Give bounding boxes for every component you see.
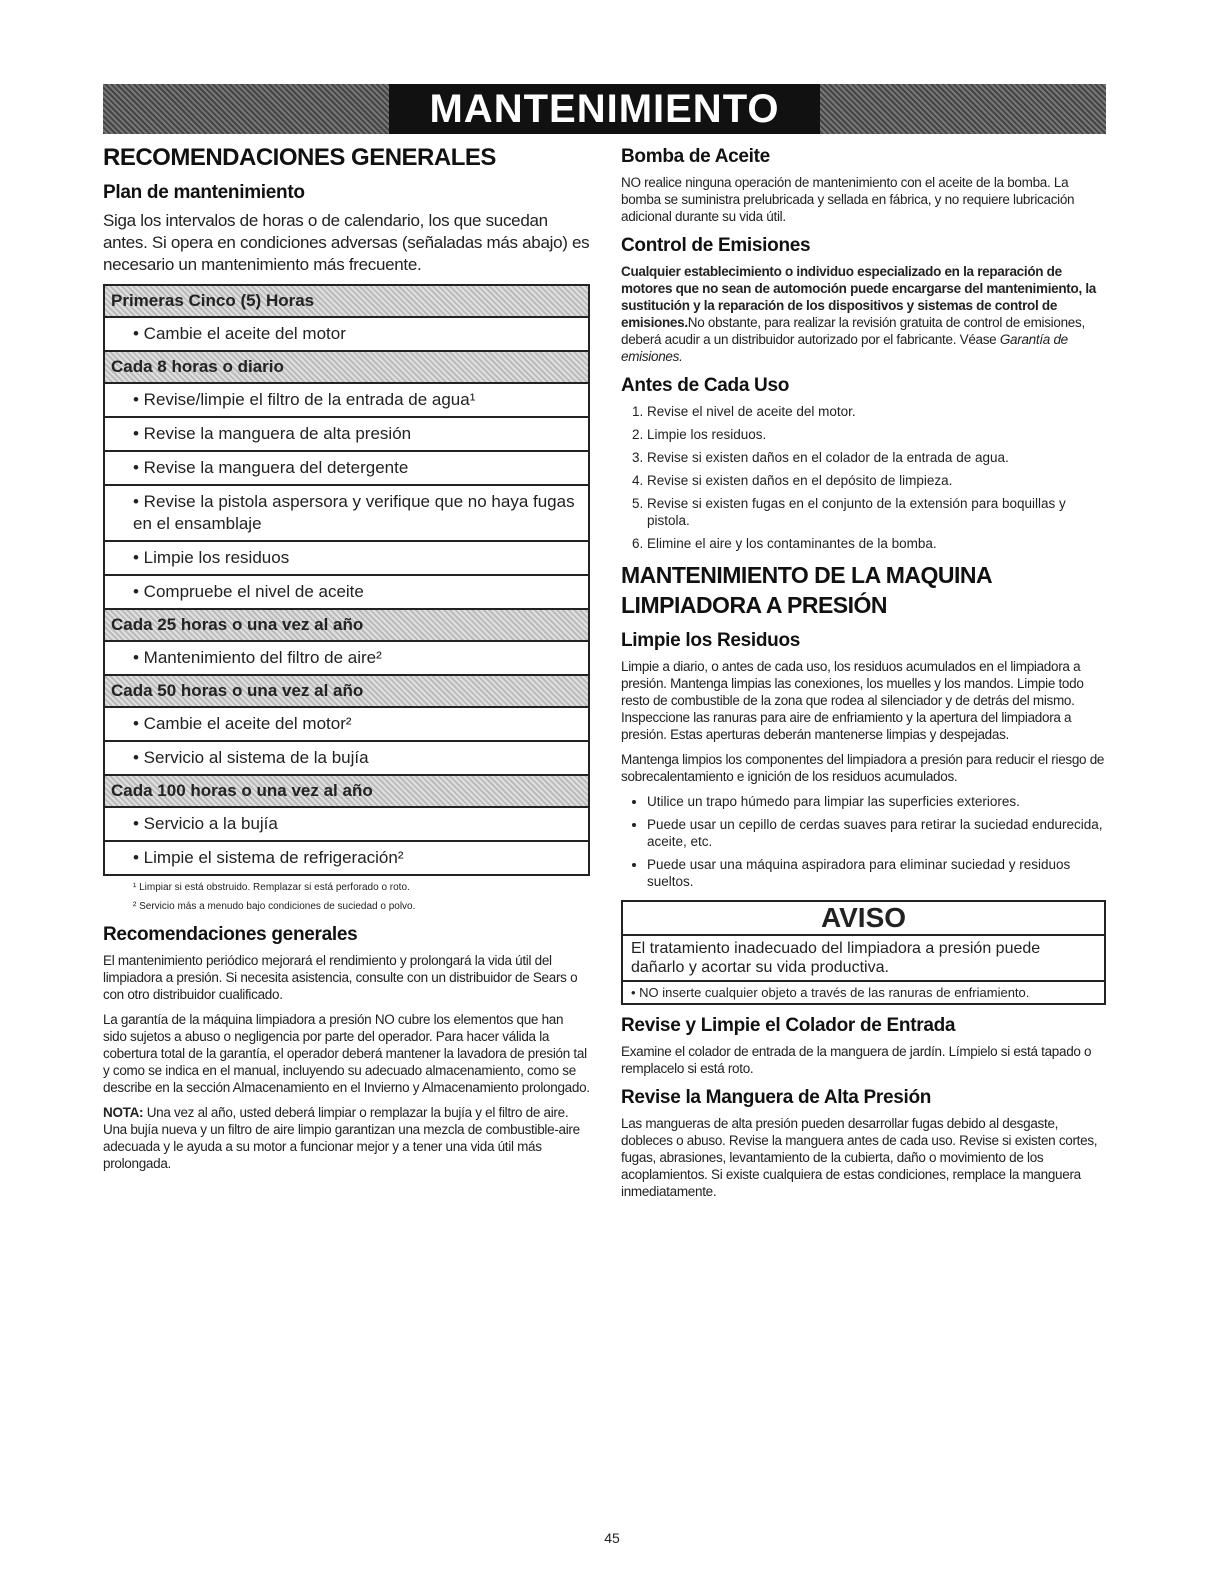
nota-text: Una vez al año, usted deberá limpiar o remplazar la bujía y el filtro de aire. Una bujía nueva y un filtro de aire limpio garantizan una mezcla de combustible-aire adecuada y le ayuda a su motor a funcionar mejor y a tener una vida útil más prolongada.: [103, 1105, 580, 1171]
schedule-task: • Limpie los residuos: [104, 541, 589, 575]
footnote-2: ² Servicio más a menudo bajo condiciones de suciedad o polvo.: [133, 901, 416, 912]
emisiones-ref: Garantía de emisiones.: [621, 332, 1068, 364]
notice-box: [621, 900, 1106, 1005]
notice-bullet: • NO inserte cualquier objeto a través de las ranuras de enfriamiento.: [631, 985, 1030, 1000]
heading-bomba: Bomba de Aceite: [621, 146, 770, 167]
schedule-task: • Revise la manguera del detergente: [104, 451, 589, 485]
schedule-task: • Cambie el aceite del motor: [104, 317, 589, 351]
right-column: [621, 140, 1106, 1208]
schedule-task: • Cambie el aceite del motor²: [104, 707, 589, 741]
residuos-item: • Puede usar un cepillo de cerdas suaves para retirar la suciedad endurecida, aceite, etc.: [647, 816, 1106, 850]
residuos-item: • Utilice un trapo húmedo para limpiar las superficies exteriores.: [647, 793, 1106, 810]
heading-colador: Revise y Limpie el Colador de Entrada: [621, 1015, 956, 1036]
residuos-item: • Puede usar una máquina aspiradora para eliminar suciedad y residuos sueltos.: [647, 856, 1106, 890]
schedule-task: • Servicio a la bujía: [104, 807, 589, 841]
plan-text: Siga los intervalos de horas o de calendario, los que sucedan antes. Si opera en condiciones adversas (señaladas más abajo) es necesario un mantenimiento más frecuente.: [103, 211, 590, 274]
schedule-task: • Servicio al sistema de la bujía: [104, 741, 589, 775]
heading-plan: Plan de mantenimiento: [103, 182, 305, 203]
antes-item: 6. Elimine el aire y los contaminantes de la bomba.: [647, 535, 1106, 552]
notice-message: El tratamiento inadecuado del limpiadora a presión puede dañarlo y acortar su vida productiva.: [623, 936, 1104, 982]
emisiones-body: No obstante, para realizar la revisión gratuita de control de emisiones, deberá acudir a un distribuidor autorizado por el fabricante. Véase: [621, 315, 1085, 347]
antes-list: [621, 403, 1106, 552]
antes-item: 5. Revise si existen fugas en el conjunto de la extensión para boquillas y pistola.: [647, 495, 1106, 529]
bomba-text: NO realice ninguna operación de mantenimiento con el aceite de la bomba. La bomba se suministra prelubricada y sellada en fábrica, y no requiere lubricación adicional durante su vida útil.: [621, 175, 1075, 224]
manguera-text: Las mangueras de alta presión pueden desarrollar fugas debido al desgaste, dobleces o abuso. Revise la manguera antes de cada uso. Revise si existen cortes, fugas, abrasiones, levantamiento de la cubierta, daño o movimiento de los acoplamientos. Si existe cualquiera de estas condiciones, remplace la manguera inmediatamente.: [621, 1116, 1098, 1199]
schedule-interval-header: Primeras Cinco (5) Horas: [104, 285, 589, 317]
schedule-interval-header: Cada 50 horas o una vez al año: [104, 675, 589, 707]
schedule-interval-header: Cada 100 horas o una vez al año: [104, 775, 589, 807]
schedule-task: • Mantenimiento del filtro de aire²: [104, 641, 589, 675]
heading-antes: Antes de Cada Uso: [621, 375, 790, 396]
schedule-task: • Limpie el sistema de refrigeración²: [104, 841, 589, 875]
colador-text: Examine el colador de entrada de la manguera de jardín. Límpielo si está tapado o remplacelo si está roto.: [621, 1044, 1092, 1076]
heading-manguera: Revise la Manguera de Alta Presión: [621, 1087, 932, 1108]
residuos-list: [621, 793, 1106, 890]
emisiones-text: [621, 263, 1106, 365]
schedule-task: • Compruebe el nivel de aceite: [104, 575, 589, 609]
antes-item: 3. Revise si existen daños en el colador de la entrada de agua.: [647, 449, 1106, 466]
antes-item: 1. Revise el nivel de aceite del motor.: [647, 403, 1106, 420]
nota-label: NOTA:: [103, 1105, 144, 1120]
schedule-task: • Revise la pistola aspersora y verifique que no haya fugas en el ensamblaje: [104, 485, 589, 541]
heading-emisiones: Control de Emisiones: [621, 235, 811, 256]
maintenance-schedule-table: [103, 284, 590, 876]
rec-paragraph-1: El mantenimiento periódico mejorará el rendimiento y prolongará la vida útil del limpiadora a presión. Si necesita asistencia, consulte con un distribuidor de Sears o con otro distribuidor cualificado.: [103, 953, 578, 1002]
schedule-interval-header: Cada 8 horas o diario: [104, 351, 589, 383]
antes-item: 4. Revise si existen daños en el depósito de limpieza.: [647, 472, 1106, 489]
schedule-interval-header: Cada 25 horas o una vez al año: [104, 609, 589, 641]
banner-title: MANTENIMIENTO: [389, 84, 819, 134]
heading-residuos: Limpie los Residuos: [621, 630, 801, 651]
emisiones-bold: Cualquier establecimiento o individuo especializado en la reparación de motores que no sean de automoción puede encargarse del mantenimiento, la sustitución y la reparación de los dispositivos y sistemas de control de emisiones.: [621, 264, 1097, 330]
schedule-task: • Revise/limpie el filtro de la entrada de agua¹: [104, 383, 589, 417]
heading-mantenimiento-maquina: MANTENIMIENTO DE LA MAQUINA LIMPIADORA A PRESIÓN: [621, 562, 992, 618]
residuos-p2: Mantenga limpios los componentes del limpiadora a presión para reducir el riesgo de sobrecalentamiento e ignición de los residuos acumulados.: [621, 752, 1105, 784]
schedule-task: • Revise la manguera de alta presión: [104, 417, 589, 451]
section-banner: [103, 84, 1106, 134]
footnote-1: ¹ Limpiar si está obstruido. Remplazar si está perforado o roto.: [133, 882, 410, 893]
page-number: 45: [604, 1530, 620, 1546]
antes-item: 2. Limpie los residuos.: [647, 426, 1106, 443]
heading-rec: Recomendaciones generales: [103, 924, 358, 945]
left-column: [103, 140, 590, 1180]
nota-paragraph: [103, 1104, 590, 1172]
rec-paragraph-2: La garantía de la máquina limpiadora a presión NO cubre los elementos que han sido sujetos a abuso o negligencia por parte del operador. Para hacer válida la cobertura total de la garantía, el operador deberá mantener la lavadora de presión tal y como se indica en el manual, incluyendo su adecuado almacenamiento, como se describe en la sección Almacenamiento en el Invierno y Almacenamiento prolongado.: [103, 1012, 590, 1095]
heading-general-recommendations: RECOMENDACIONES GENERALES: [103, 144, 496, 171]
residuos-p1: Limpie a diario, o antes de cada uso, los residuos acumulados en el limpiadora a presión. Mantenga limpias las conexiones, los muelles y los mandos. Limpie todo resto de combustible de la zona que rodea al silenciador y de detrás del mismo. Inspeccione las ranuras para aire de enfriamiento y la apertura del limpiadora a presión. Estas aperturas deberán mantenerse limpias y despejadas.: [621, 659, 1084, 742]
notice-title: AVISO: [623, 902, 1104, 936]
